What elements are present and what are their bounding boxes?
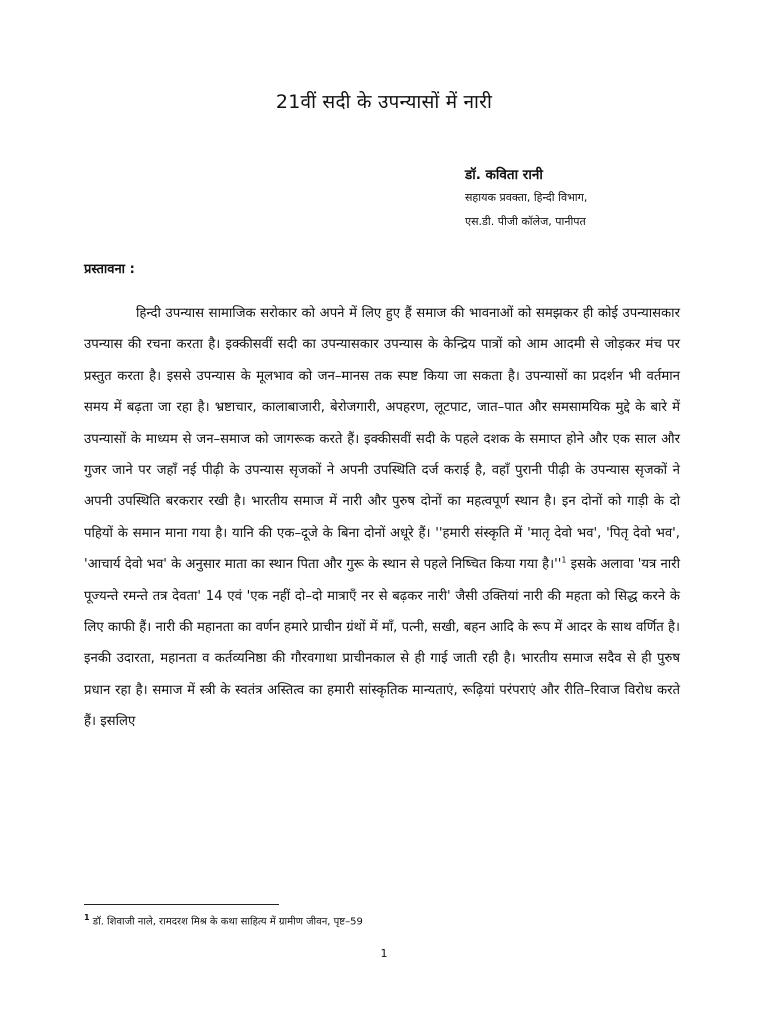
footnote-divider	[84, 904, 279, 905]
page-number: 1	[380, 947, 388, 960]
footnote-text: डॉ. शिवाजी नाले, रामदरश मिश्र के कथा साहित्य में ग्रामीण जीवन, पृष्ट–59	[89, 916, 363, 928]
body-paragraph	[84, 298, 680, 738]
author-institution: एस.डी. पीजी कॉलेज, पानीपत	[465, 215, 586, 228]
footnote-number: 1	[84, 913, 90, 922]
paragraph-text-part-1: हिन्दी उपन्यास सामाजिक सरोकार को अपने में लिए हुए हैं समाज की भावनाओं को समझकर ही कोई उपन्यासकार उपन्यास की रचना करता है। इक्कीसवीं सदी का उपन्यासकार उपन्यास के केन्द्रिय पात्रों को आम आदमी से जोड़कर मंच पर प्रस्तुत करता है। इससे उपन्यास के मूलभाव को जन–मानस तक स्पष्ट किया जा सकता है। उपन्यासों का प्रदर्शन भी वर्तमान समय में बढ़ता जा रहा है। भ्रष्टाचार, कालाबाजारी, बेरोजगारी, अपहरण, लूटपाट, जात–पात और समसामयिक मुद्दे के बारे में उपन्यासों के माध्यम से जन–समाज को जागरूक करते हैं। इक्कीसवीं सदी के पहले दशक के समाप्त होने और एक साल और गुजर जाने पर जहाँ नई पीढ़ी के उपन्यास सृजकों ने अपनी उपस्थिति दर्ज कराई है, वहाँ पुरानी पीढ़ी के उपन्यास सृजकों ने अपनी उपस्थिति बरकरार रखी है। भारतीय समाज में नारी और पुरुष दोनों का महत्वपूर्ण स्थान है। इन दोनों को गाड़ी के दो पहियों के समान माना गया है। यानि की एक–दूजे के बिना दोनों अधूरे हैं। ''हमारी संस्कृति में 'मातृ देवो भव', 'पितृ देवो भव', 'आचार्य देवो भव' के अनुसार माता का स्थान पिता और गुरू के स्थान से पहले निष्चित किया गया है।''	[84, 306, 680, 573]
section-heading: प्रस्तावना :	[84, 262, 135, 277]
document-title: 21वीं सदी के उपन्यासों में नारी	[275, 91, 493, 113]
author-name: डॉ. कविता रानी	[465, 167, 543, 183]
author-block	[465, 164, 755, 234]
paragraph-text-part-2: इसके अलावा 'यत्र नारी पूज्यन्ते रमन्ते तत्र देवता' 14 एवं 'एक नहीं दो–दो मात्राएँ नर से बढ़कर नारी' जैसी उक्तियां नारी की महता को सिद्ध करने के लिए काफी हैं। नारी की महानता का वर्णन हमारे प्राचीन ग्रंथों में माँ, पत्नी, सखी, बहन आदि के रूप में आदर के साथ वर्णित है। इनकी उदारता, महानता व कर्तव्यनिष्ठा की गौरवगाथा प्राचीनकाल से ही गाई जाती रही है। भारतीय समाज सदैव से ही पुरुष प्रधान रहा है। समाज में स्त्री के स्वतंत्र अस्तित्व का हमारी सांस्कृतिक मान्यताएं, रूढ़ियां परंपराएं और रीति–रिवाज विरोध करते हैं। इसलिए	[84, 557, 680, 730]
footnote-reference[interactable]: 1	[561, 555, 567, 565]
author-position: सहायक प्रवक्ता, हिन्दी विभाग,	[465, 191, 588, 204]
footnote	[84, 909, 363, 931]
